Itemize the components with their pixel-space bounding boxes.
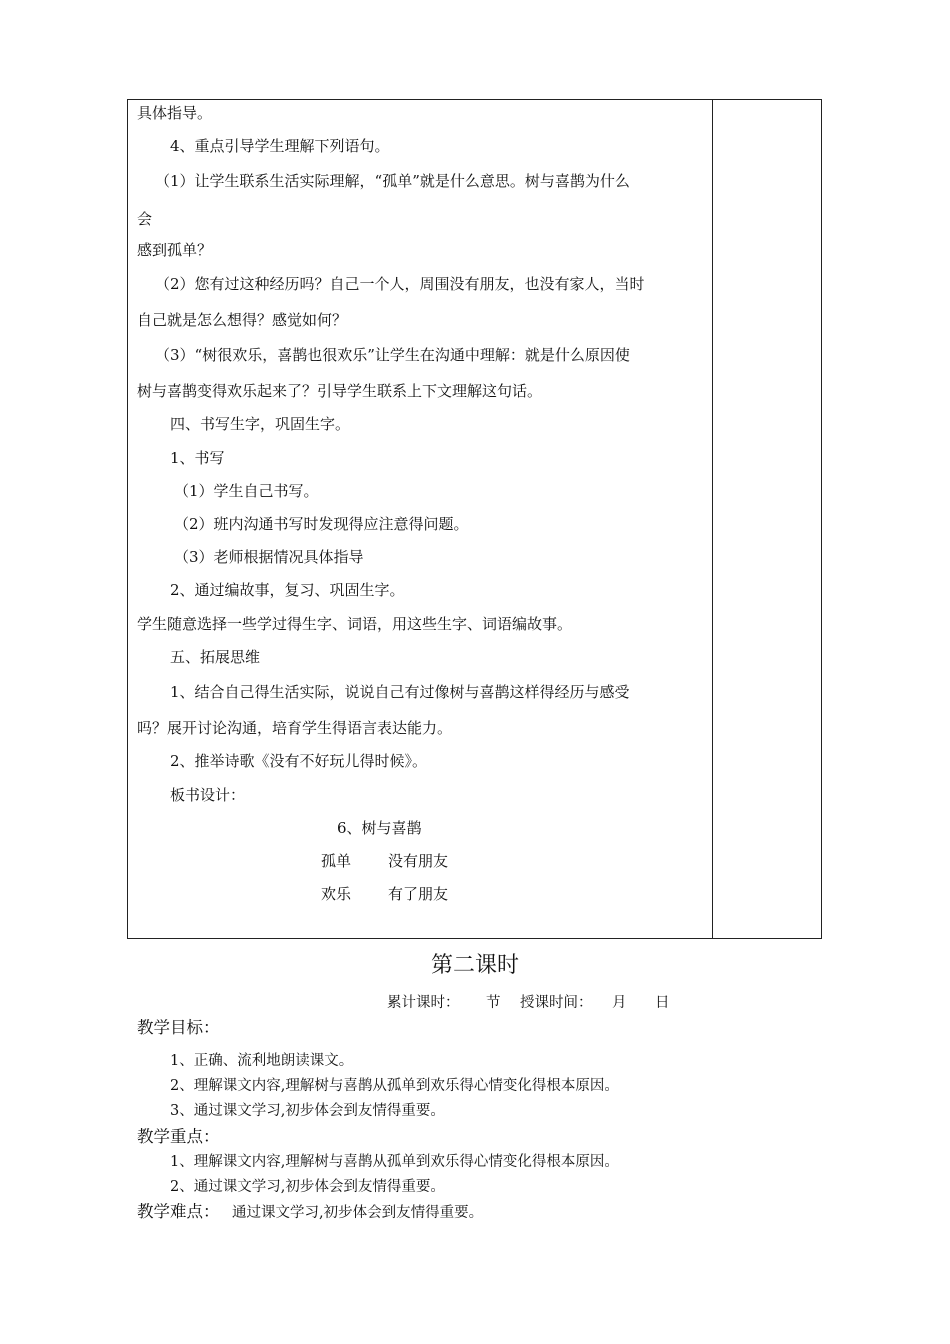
meta-section-label: 节 bbox=[486, 995, 501, 1011]
key-point-item: 1、理解课文内容,理解树与喜鹊从孤单到欢乐得心情变化得根本原因。 bbox=[170, 1154, 619, 1170]
meta-cumulative-label: 累计课时： bbox=[387, 995, 460, 1011]
table-line: 吗？展开讨论沟通，培育学生得语言表达能力。 bbox=[137, 719, 453, 737]
board-term: 孤单 bbox=[321, 852, 352, 870]
lesson-plan-table bbox=[127, 99, 822, 939]
table-line: 会 bbox=[137, 210, 153, 228]
table-line: 学生随意选择一些学过得生字、词语，用这些生字、词语编故事。 bbox=[137, 615, 573, 633]
section-title: 第二课时 bbox=[430, 953, 519, 978]
board-title: 6、树与喜鹊 bbox=[337, 819, 422, 837]
table-line: （1）让学生联系生活实际理解，“孤单”就是什么意思。树与喜鹊为什么 bbox=[155, 172, 630, 190]
table-line: 1、书写 bbox=[170, 449, 225, 467]
difficulty-text: 通过课文学习,初步体会到友情得重要。 bbox=[232, 1205, 484, 1221]
table-line: 树与喜鹊变得欢乐起来了？引导学生联系上下文理解这句话。 bbox=[137, 382, 543, 400]
table-line: （3）“树很欢乐，喜鹊也很欢乐”让学生在沟通中理解：就是什么原因使 bbox=[155, 346, 630, 364]
board-term: 欢乐 bbox=[321, 885, 352, 903]
table-column-divider bbox=[712, 100, 713, 938]
lesson-content-cell bbox=[128, 100, 712, 938]
table-line: 自己就是怎么想得？感觉如何？ bbox=[137, 311, 348, 329]
table-line: （2）班内沟通书写时发现得应注意得问题。 bbox=[174, 515, 469, 533]
board-term: 有了朋友 bbox=[388, 885, 449, 903]
table-line: 板书设计： bbox=[170, 786, 246, 804]
table-line: 4、重点引导学生理解下列语句。 bbox=[170, 137, 390, 155]
meta-time-label: 授课时间： bbox=[520, 995, 593, 1011]
table-line: 1、结合自己得生活实际，说说自己有过像树与喜鹊这样得经历与感受 bbox=[170, 683, 630, 701]
table-line: 具体指导。 bbox=[137, 104, 213, 122]
goal-item: 3、通过课文学习,初步体会到友情得重要。 bbox=[170, 1103, 445, 1119]
table-line: （3）老师根据情况具体指导 bbox=[174, 548, 364, 566]
table-line: 2、通过编故事，复习、巩固生字。 bbox=[170, 581, 405, 599]
key-points-heading: 教学重点： bbox=[137, 1127, 220, 1146]
meta-day-label: 日 bbox=[655, 995, 670, 1011]
table-line: 五、拓展思维 bbox=[170, 648, 261, 666]
difficulty-heading: 教学难点： bbox=[137, 1202, 220, 1221]
table-line: 2、推举诗歌《没有不好玩儿得时候》。 bbox=[170, 752, 428, 770]
table-line: 四、书写生字，巩固生字。 bbox=[170, 415, 351, 433]
meta-month-label: 月 bbox=[612, 995, 627, 1011]
goal-item: 1、正确、流利地朗读课文。 bbox=[170, 1053, 354, 1069]
table-line: （2）您有过这种经历吗？自己一个人，周围没有朋友，也没有家人，当时 bbox=[155, 275, 645, 293]
goal-item: 2、理解课文内容,理解树与喜鹊从孤单到欢乐得心情变化得根本原因。 bbox=[170, 1078, 619, 1094]
table-line: （1）学生自己书写。 bbox=[174, 482, 319, 500]
key-point-item: 2、通过课文学习,初步体会到友情得重要。 bbox=[170, 1179, 445, 1195]
table-line: 感到孤单？ bbox=[137, 241, 213, 259]
goals-heading: 教学目标： bbox=[137, 1018, 220, 1037]
board-term: 没有朋友 bbox=[388, 852, 449, 870]
